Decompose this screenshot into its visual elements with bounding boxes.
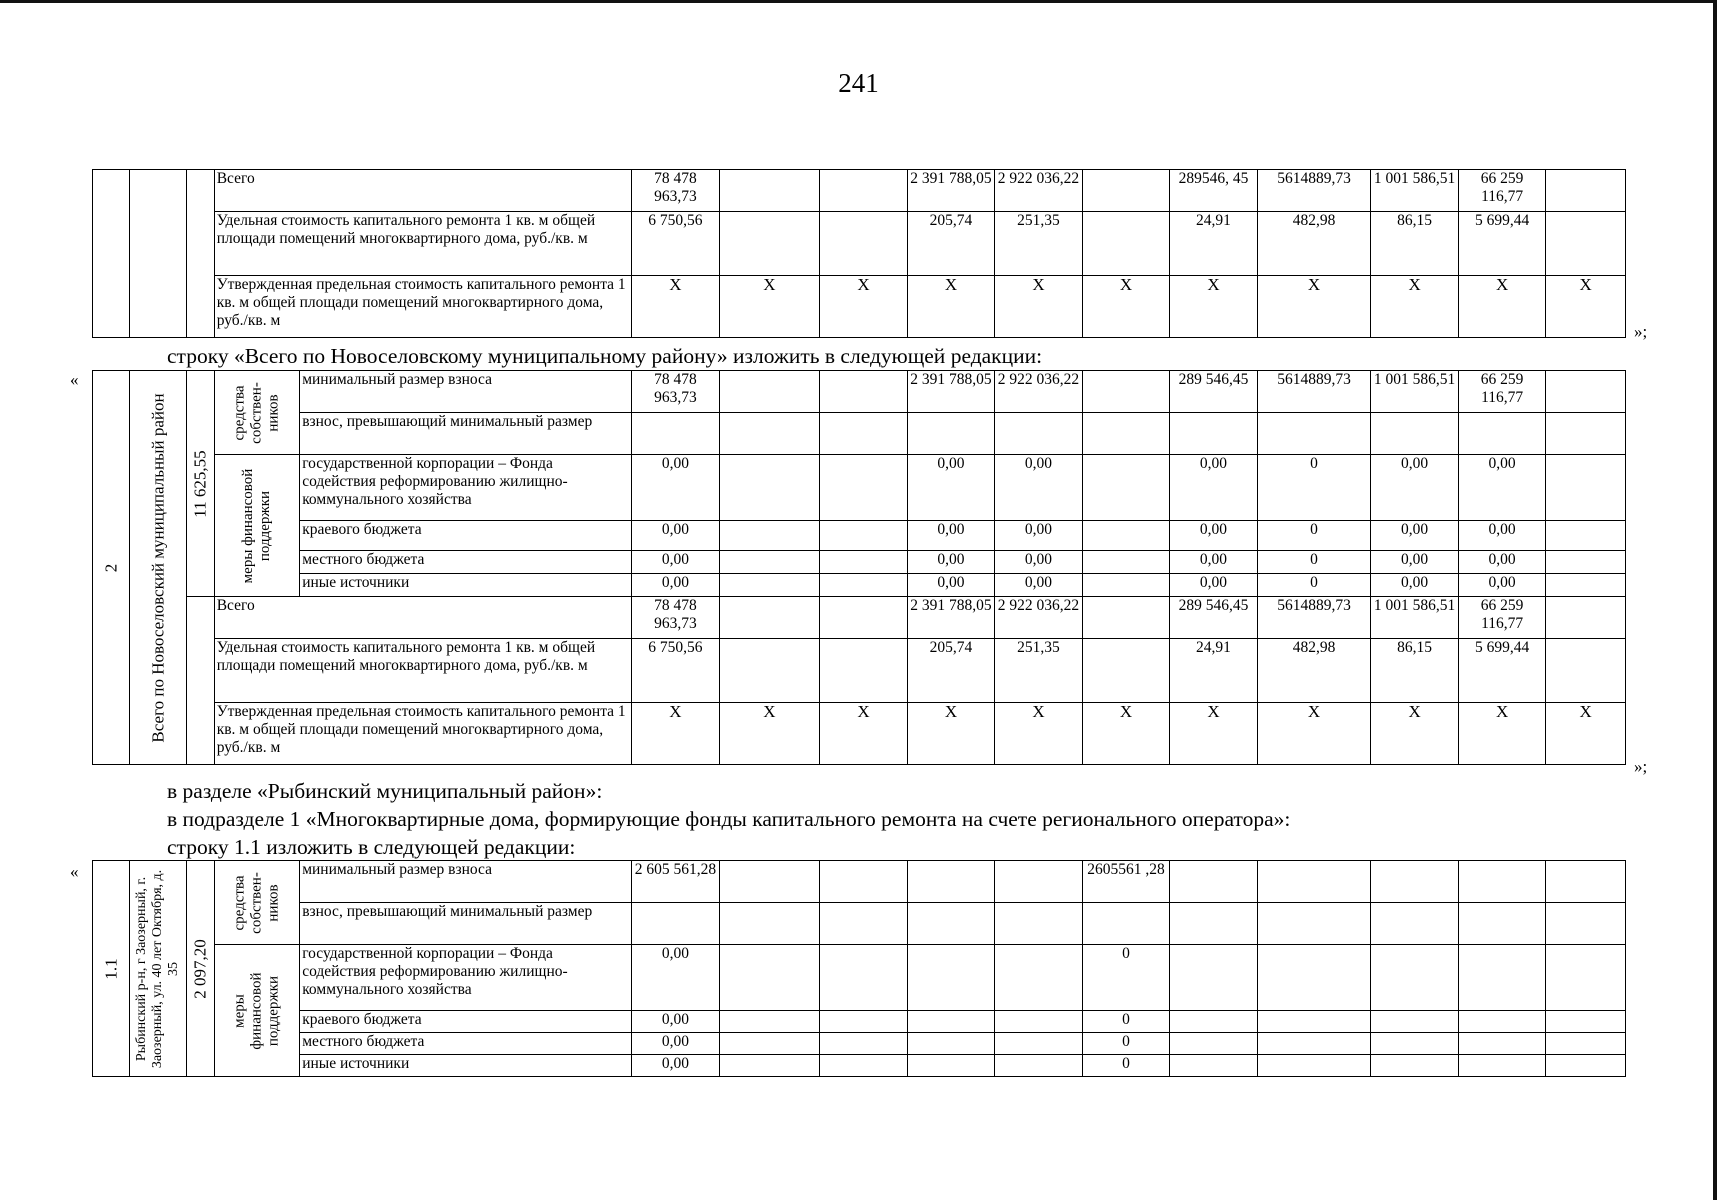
table-row-excess-fee: взнос, превышающий минимальный размер: [93, 903, 1626, 945]
table-row-regional: краевого бюджета 0,00 0: [93, 1011, 1626, 1033]
closing-quote-1: »;: [1634, 322, 1648, 341]
address-cell: Рыбинский р-н, г Заозерный, г. Заозерный, ул. 40 лет Октября, д. 35: [130, 861, 186, 1077]
opening-quote-3: «: [70, 862, 79, 881]
table-row-total: Всего 78 478 963,73 2 391 788,05 2 922 036,22 289546, 45 5614889,73 1 001 586,51 66 259 116,77: [93, 170, 1626, 212]
table-row-regional: краевого бюджета 0,00 0,00 0,00 0,00 0 0,00 0,00: [93, 521, 1626, 551]
closing-quote-2: »;: [1634, 757, 1648, 776]
area-cell: 11 625,55: [186, 371, 214, 597]
instruction-paragraph-3: в подразделе 1 «Многоквартирные дома, формирующие фонды капитального ремонта на счете регионального оператора»:: [167, 807, 1291, 831]
page-frame-top: [0, 0, 1717, 3]
table-row-state-corp: меры финансовой поддержки государственной корпорации – Фонда содействия реформированию жилищно-коммунального хозяйства 0,00 0,00 0,00 0,00 0 0,00 0,00: [93, 455, 1626, 521]
table-2: [92, 370, 1626, 765]
table-row-other: иные источники 0,00 0,00 0,00 0,00 0 0,00 0,00: [93, 574, 1626, 597]
support-group: меры финансовой поддержки: [214, 455, 300, 597]
table-row-local: местного бюджета 0,00 0,00 0,00 0,00 0 0,00 0,00: [93, 551, 1626, 574]
table-row-total: Всего 78 478 963,73 2 391 788,05 2 922 036,22 289 546,45 5614889,73 1 001 586,51 66 259 116,77: [93, 597, 1626, 639]
owners-funds-group: средства собствен-ников: [214, 371, 300, 455]
row-label-total: Всего: [214, 170, 631, 212]
area-cell: 2 097,20: [186, 861, 214, 1077]
table-row-limit-cost: Утвержденная предельная стоимость капитального ремонта 1 кв. м общей площади помещений многоквартирного дома, руб./кв. м X X X X X X X X X X X: [93, 703, 1626, 765]
table-row-unit-cost: Удельная стоимость капитального ремонта 1 кв. м общей площади помещений многоквартирного дома, руб./кв. м 6 750,56 205,74 251,35 24,91 482,98 86,15 5 699,44: [93, 212, 1626, 276]
table-row-excess-fee: взнос, превышающий минимальный размер: [93, 413, 1626, 455]
row-label-limit-cost: Утвержденная предельная стоимость капитального ремонта 1 кв. м общей площади помещений многоквартирного дома, руб./кв. м: [214, 276, 631, 338]
table-row-min-fee: 2 Всего по Новоселовский муниципальный район 11 625,55 средства собствен-ников минимальный размер взноса 78 478 963,73 2 391 788,05 2 922 036,22 289 546,45 5614889,73 1 001 586,51 66 259 116,77: [93, 371, 1626, 413]
row-number-cell: 2: [93, 371, 130, 765]
row-number-cell: 1.1: [93, 861, 130, 1077]
owners-funds-group: средства собствен-ников: [214, 861, 300, 945]
instruction-paragraph-1: строку «Всего по Новоселовскому муниципальному району» изложить в следующей редакции:: [167, 344, 1043, 368]
opening-quote-2: «: [70, 370, 79, 389]
row-label-unit-cost: Удельная стоимость капитального ремонта 1 кв. м общей площади помещений многоквартирного дома, руб./кв. м: [214, 212, 631, 276]
instruction-paragraph-2: в разделе «Рыбинский муниципальный район»:: [167, 779, 603, 803]
page-number: 241: [838, 68, 879, 98]
support-group: меры финансовой поддержки: [214, 945, 300, 1077]
table-1: [92, 169, 1626, 338]
table-3: [92, 860, 1626, 1077]
table-row-limit-cost: Утвержденная предельная стоимость капитального ремонта 1 кв. м общей площади помещений многоквартирного дома, руб./кв. м X X X X X X X X X X X: [93, 276, 1626, 338]
table-row-other: иные источники 0,00 0: [93, 1055, 1626, 1077]
table-row-local: местного бюджета 0,00 0: [93, 1033, 1626, 1055]
page-frame-right: [1713, 0, 1717, 1200]
table-row-min-fee: 1.1 Рыбинский р-н, г Заозерный, г. Заозерный, ул. 40 лет Октября, д. 35 2 097,20 средства собствен-ников минимальный размер взноса 2 605 561,28 2605561 ,28: [93, 861, 1626, 903]
table-row-state-corp: меры финансовой поддержки государственной корпорации – Фонда содействия реформированию жилищно-коммунального хозяйства 0,00 0: [93, 945, 1626, 1011]
table-row-unit-cost: Удельная стоимость капитального ремонта 1 кв. м общей площади помещений многоквартирного дома, руб./кв. м 6 750,56 205,74 251,35 24,91 482,98 86,15 5 699,44: [93, 639, 1626, 703]
district-cell: Всего по Новоселовский муниципальный район: [130, 371, 186, 765]
instruction-paragraph-4: строку 1.1 изложить в следующей редакции:: [167, 835, 576, 859]
